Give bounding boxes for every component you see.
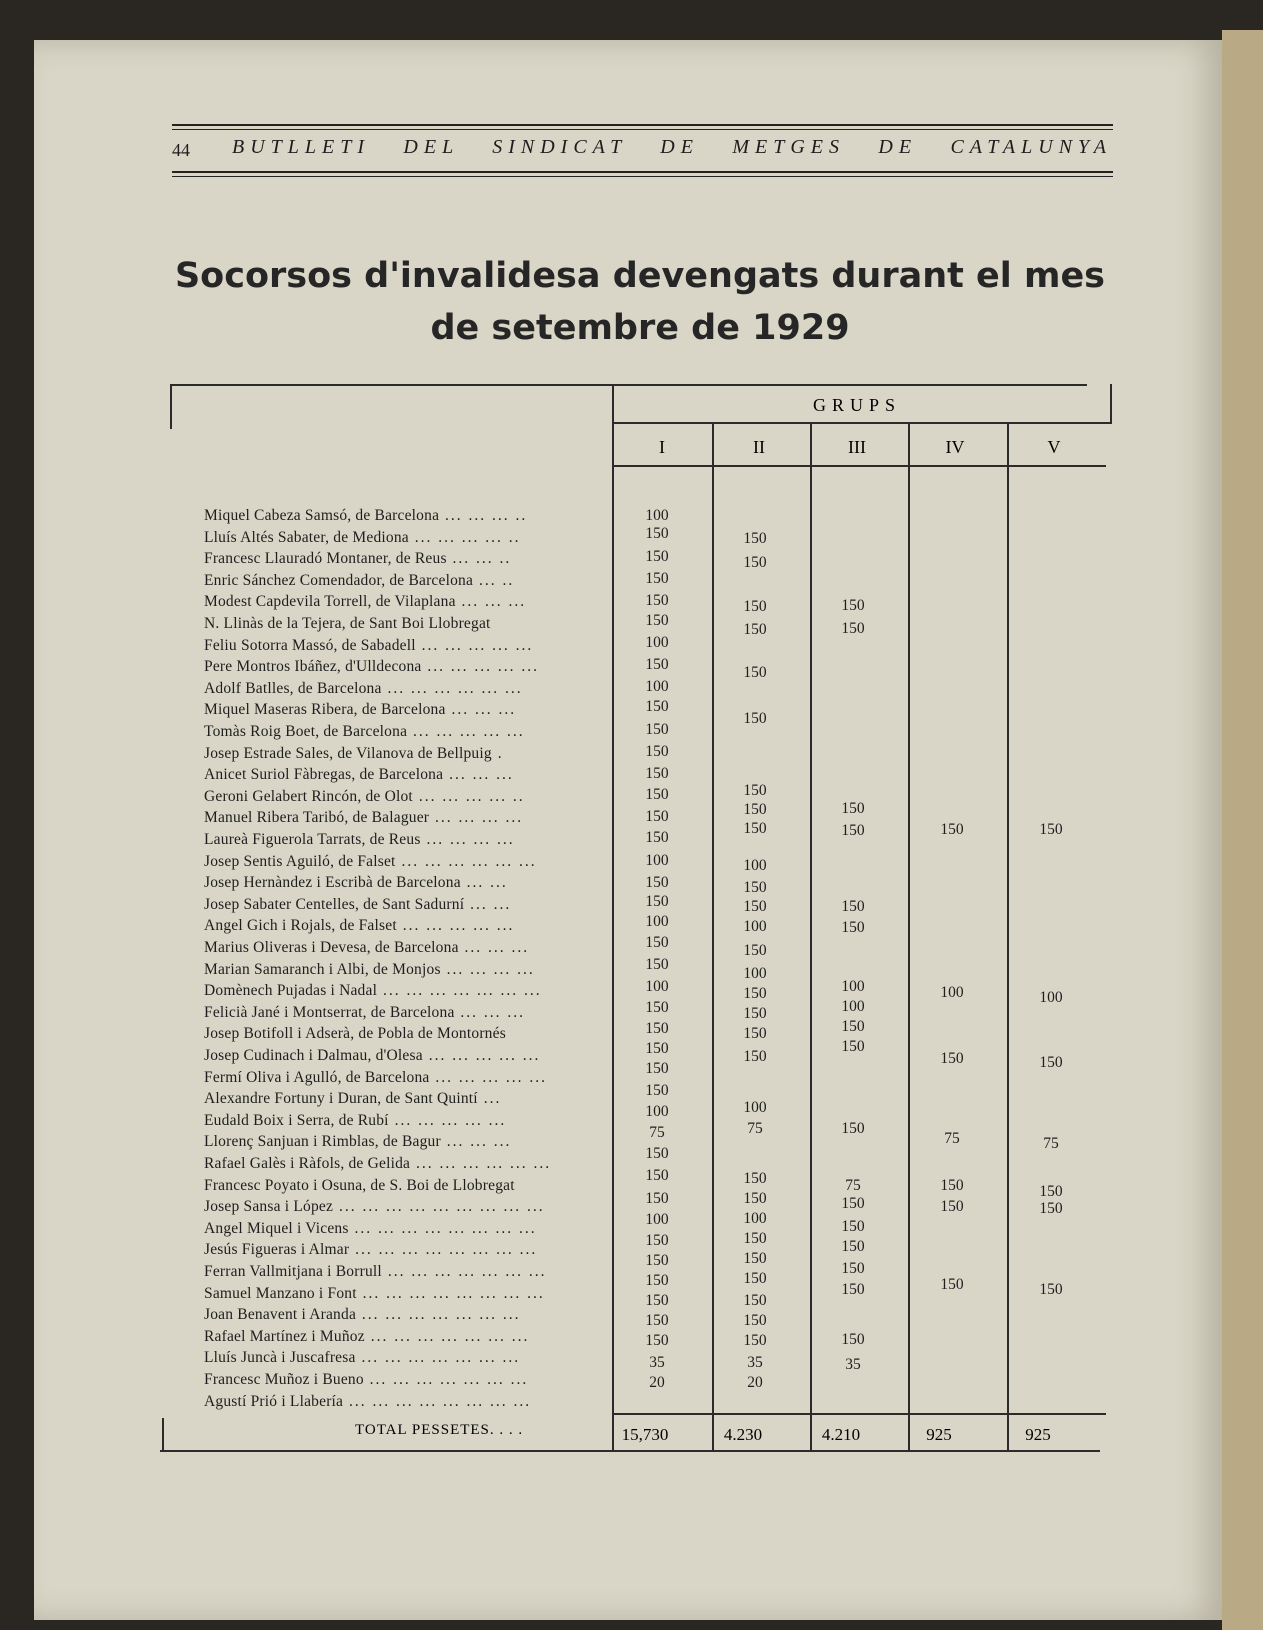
leader-dots: ... ... ... ... ... bbox=[396, 917, 515, 935]
amount-col2: 150 bbox=[743, 1292, 767, 1309]
amount-col2: 150 bbox=[743, 1005, 767, 1022]
table-row bbox=[204, 1133, 606, 1151]
journal-title: BUTLLETI DEL SINDICAT DE METGES DE CATALUNYA bbox=[232, 136, 1112, 158]
table-row bbox=[204, 766, 606, 784]
leader-dots: ... ... ... ... bbox=[429, 809, 524, 827]
table-row bbox=[204, 1112, 606, 1130]
amount-col2: 100 bbox=[743, 918, 767, 935]
table-row bbox=[204, 1371, 606, 1389]
table-row bbox=[204, 1198, 606, 1216]
physician-name: Tomàs Roig Boet, de Barcelona bbox=[204, 723, 408, 740]
amount-col3: 150 bbox=[841, 919, 865, 936]
amount-col3: 150 bbox=[841, 1331, 865, 1348]
amount-col1: 150 bbox=[645, 829, 669, 846]
amount-col1: 75 bbox=[649, 1124, 665, 1141]
physician-name: Francesc Poyato i Osuna, de S. Boi de Llobregat bbox=[204, 1176, 515, 1194]
table-row bbox=[204, 615, 606, 633]
amount-col1: 150 bbox=[645, 1040, 669, 1057]
amount-col1: 150 bbox=[645, 808, 669, 825]
physician-name: Domènech Pujadas i Nadal bbox=[204, 982, 378, 1000]
table-row bbox=[204, 507, 606, 525]
physician-name: Eudald Boix i Serra, de Rubí bbox=[204, 1111, 389, 1129]
table-row bbox=[204, 593, 606, 611]
leader-dots: ... ... ... ... ... bbox=[407, 723, 525, 740]
physician-name: Josep Sentis Aguiló, de Falset bbox=[204, 852, 396, 870]
physician-name: Josep Sabater Centelles, de Sant Sadurní bbox=[204, 895, 465, 913]
table-rule-3 bbox=[160, 1450, 1100, 1452]
total-column-1: 15,730 bbox=[621, 1425, 669, 1444]
table-row bbox=[204, 1155, 606, 1173]
leader-dots: ... ... ... ... ... bbox=[422, 1047, 541, 1064]
amount-col1: 150 bbox=[645, 698, 669, 715]
amount-col2: 150 bbox=[743, 1230, 767, 1247]
amount-col2: 150 bbox=[743, 942, 767, 959]
physician-name: Jesús Figueras i Almar bbox=[204, 1241, 350, 1259]
amount-col3: 75 bbox=[845, 1177, 861, 1194]
amount-col4: 150 bbox=[940, 1177, 964, 1194]
amount-col4: 150 bbox=[940, 1050, 964, 1067]
amount-col1: 150 bbox=[645, 592, 669, 609]
title-line-1: Socorsos d'invalidesa devengats durant el mes bbox=[174, 256, 1106, 296]
amount-col1: 150 bbox=[645, 1332, 669, 1349]
table-row bbox=[204, 550, 606, 568]
physician-name: Enric Sánchez Comendador, de Barcelona bbox=[204, 571, 474, 589]
amount-col2: 150 bbox=[743, 820, 767, 837]
leader-dots: ... ... ... ... ... ... ... ... bbox=[356, 1284, 545, 1302]
leader-dots: . bbox=[491, 744, 504, 762]
amount-col5: 150 bbox=[1039, 1054, 1063, 1071]
amount-col2: 150 bbox=[743, 1025, 767, 1042]
amount-col2: 150 bbox=[743, 1170, 767, 1187]
table-rule-0 bbox=[170, 384, 1087, 386]
table-row bbox=[204, 680, 606, 698]
amount-col1: 100 bbox=[645, 678, 669, 695]
physician-name: Llorenç Sanjuan i Rimblas, de Bagur bbox=[204, 1133, 441, 1151]
amount-col4: 150 bbox=[940, 1198, 964, 1215]
physician-name: Miquel Cabeza Samsó, de Barcelona bbox=[204, 507, 440, 524]
table-row bbox=[204, 961, 606, 979]
table-row bbox=[204, 1393, 606, 1411]
amount-col2: 150 bbox=[743, 879, 767, 896]
amount-col5: 150 bbox=[1039, 1200, 1063, 1217]
table-row bbox=[204, 874, 606, 892]
table-rule-4 bbox=[162, 1418, 164, 1452]
amount-col1: 150 bbox=[645, 874, 669, 891]
total-label: TOTAL PESSETES. . . . bbox=[355, 1422, 524, 1438]
amount-col5: 100 bbox=[1039, 989, 1063, 1006]
leader-dots: ... ... ... ... ... bbox=[388, 1111, 507, 1129]
table-row bbox=[204, 723, 606, 741]
leader-dots: ... ... ... ... ... bbox=[421, 658, 540, 676]
leader-dots: ... ... ... ... ... ... ... ... ... bbox=[333, 1198, 545, 1216]
table-row bbox=[204, 1090, 606, 1108]
leader-dots: ... ... bbox=[464, 895, 512, 913]
amount-col2: 150 bbox=[743, 801, 767, 818]
physician-name: Miquel Maseras Ribera, de Barcelona bbox=[204, 701, 446, 719]
amount-col2: 150 bbox=[743, 554, 767, 571]
physician-name: N. Llinàs de la Tejera, de Sant Boi Llobregat bbox=[204, 615, 491, 632]
physician-name: Marius Oliveras i Devesa, de Barcelona bbox=[204, 939, 459, 956]
amount-col1: 150 bbox=[645, 1190, 669, 1207]
amount-col1: 100 bbox=[645, 1211, 669, 1228]
amount-col2: 150 bbox=[743, 710, 767, 727]
column-header-3: III bbox=[848, 437, 866, 457]
leader-dots: ... ... ... ... ... ... ... bbox=[363, 1371, 529, 1388]
amount-col1: 150 bbox=[645, 721, 669, 738]
amount-col2: 150 bbox=[743, 1250, 767, 1267]
leader-dots: ... ... ... bbox=[454, 1003, 526, 1021]
physician-name: Francesc Muñoz i Bueno bbox=[204, 1371, 364, 1388]
table-row bbox=[204, 1025, 606, 1043]
table-row bbox=[204, 529, 606, 547]
total-column-2: 4.230 bbox=[723, 1425, 763, 1444]
amount-col1: 150 bbox=[645, 1167, 669, 1184]
leader-dots: ... ... ... bbox=[445, 701, 517, 719]
amount-col2: 100 bbox=[743, 965, 767, 982]
leader-dots: ... ... ... ... ... ... ... bbox=[356, 1306, 521, 1324]
amount-col2: 150 bbox=[743, 1048, 767, 1065]
amount-col4: 150 bbox=[940, 1276, 964, 1293]
amount-col1: 150 bbox=[645, 1272, 669, 1289]
total-column-3: 4.210 bbox=[821, 1425, 861, 1444]
physician-name: Manuel Ribera Taribó, de Balaguer bbox=[204, 809, 430, 827]
table-rule-6 bbox=[612, 422, 1110, 424]
amount-col4: 150 bbox=[940, 821, 964, 838]
table-row bbox=[204, 658, 606, 676]
table-row bbox=[204, 788, 606, 806]
amount-col1: 100 bbox=[645, 1103, 669, 1120]
leader-dots: ... ... ... ... ... ... ... ... bbox=[348, 1219, 537, 1237]
leader-dots: ... ... ... ... ... ... bbox=[381, 679, 523, 697]
table-rule-9 bbox=[908, 424, 910, 1452]
table-row bbox=[204, 982, 606, 1000]
amount-col1: 150 bbox=[645, 893, 669, 910]
amount-col1: 150 bbox=[645, 1060, 669, 1077]
leader-dots: ... ... ... bbox=[440, 1133, 512, 1151]
physician-name: Alexandre Fortuny i Duran, de Sant Quintí bbox=[204, 1090, 478, 1108]
amount-col3: 150 bbox=[841, 597, 865, 614]
physician-name: Josep Botifoll i Adserà, de Pobla de Montornés bbox=[204, 1025, 506, 1043]
leader-dots: ... ... ... ... ... ... bbox=[395, 852, 537, 870]
table-row bbox=[204, 809, 606, 827]
amount-col3: 150 bbox=[841, 1260, 865, 1277]
leader-dots: ... bbox=[477, 1090, 502, 1108]
leader-dots: ... ... ... ... ... ... ... bbox=[355, 1349, 521, 1367]
physician-name: Pere Montros Ibáñez, d'Ulldecona bbox=[204, 658, 422, 676]
column-header-5: V bbox=[1047, 437, 1061, 457]
amount-col2: 150 bbox=[743, 1312, 767, 1329]
table-rule-7 bbox=[712, 424, 714, 1452]
amount-col3: 150 bbox=[841, 1120, 865, 1137]
amount-col2: 100 bbox=[743, 1099, 767, 1116]
leader-dots: ... ... ... bbox=[455, 593, 527, 611]
table-row bbox=[204, 1241, 606, 1259]
amount-col1: 150 bbox=[645, 1020, 669, 1037]
table-row bbox=[204, 1349, 606, 1367]
amount-col5: 75 bbox=[1043, 1135, 1059, 1152]
amount-col3: 150 bbox=[841, 822, 865, 839]
physician-name: Agustí Prió i Llabería bbox=[204, 1392, 344, 1410]
amount-col1: 35 bbox=[649, 1354, 665, 1371]
amount-col5: 150 bbox=[1039, 1183, 1063, 1200]
amount-col2: 150 bbox=[743, 1270, 767, 1287]
physician-name: Francesc Llauradó Montaner, de Reus bbox=[204, 550, 447, 568]
amount-col1: 150 bbox=[645, 548, 669, 565]
leader-dots: ... ... ... ... ... ... ... bbox=[364, 1327, 530, 1345]
leader-dots: ... ... ... ... ... bbox=[415, 636, 534, 654]
physician-name: Fermí Oliva i Agulló, de Barcelona bbox=[204, 1068, 430, 1086]
table-row bbox=[204, 1306, 606, 1324]
physician-name: Josep Sansa i López bbox=[204, 1198, 334, 1216]
amount-col1: 100 bbox=[645, 913, 669, 930]
leader-dots: ... ... ... ... ... bbox=[429, 1068, 547, 1086]
physician-name: Lluís Altés Sabater, de Mediona bbox=[204, 528, 409, 546]
amount-col1: 150 bbox=[645, 956, 669, 973]
leader-dots: ... ... ... ... .. bbox=[408, 528, 521, 546]
amount-col3: 150 bbox=[841, 1195, 865, 1212]
amount-col2: 35 bbox=[747, 1354, 763, 1371]
table-row bbox=[204, 1047, 606, 1065]
table-row bbox=[204, 745, 606, 763]
physician-name: Lluís Juncà i Juscafresa bbox=[204, 1349, 356, 1367]
physician-name: Modest Capdevila Torrell, de Vilaplana bbox=[204, 593, 456, 611]
column-header-4: IV bbox=[945, 437, 965, 457]
amount-col3: 150 bbox=[841, 1218, 865, 1235]
amount-col4: 75 bbox=[944, 1130, 960, 1147]
amount-col3: 100 bbox=[841, 998, 865, 1015]
leader-dots: ... ... ... ... ... ... ... ... bbox=[343, 1392, 532, 1410]
physician-name: Rafael Galès i Ràfols, de Gelida bbox=[204, 1155, 411, 1172]
amount-col3: 35 bbox=[845, 1356, 861, 1373]
physician-name: Anicet Suriol Fàbregas, de Barcelona bbox=[204, 766, 444, 784]
amount-col1: 150 bbox=[645, 1145, 669, 1162]
amount-col3: 150 bbox=[841, 1038, 865, 1055]
amount-col1: 150 bbox=[645, 1252, 669, 1269]
leader-dots: ... ... ... ... ... ... ... ... bbox=[349, 1241, 538, 1259]
table-row bbox=[204, 896, 606, 914]
amount-col2: 150 bbox=[743, 530, 767, 547]
physician-name: Marian Samaranch i Albi, de Monjos bbox=[204, 960, 441, 978]
groups-header: GRUPS bbox=[812, 395, 902, 415]
leader-dots: ... ... ... ... bbox=[420, 831, 515, 848]
amount-col1: 150 bbox=[645, 525, 669, 542]
amount-col2: 100 bbox=[743, 1210, 767, 1227]
leader-dots: ... ... ... ... ... ... bbox=[410, 1155, 552, 1172]
amount-col2: 150 bbox=[743, 598, 767, 615]
amount-col1: 100 bbox=[645, 852, 669, 869]
leader-dots: ... ... ... ... ... ... ... bbox=[381, 1263, 547, 1280]
physician-name: Geroni Gelabert Rincón, de Olot bbox=[204, 787, 413, 805]
amount-col2: 100 bbox=[743, 857, 767, 874]
amount-col1: 100 bbox=[645, 634, 669, 651]
amount-col2: 150 bbox=[743, 621, 767, 638]
table-rule-2 bbox=[1110, 384, 1112, 424]
table-rule-5 bbox=[612, 384, 614, 1452]
amount-col1: 150 bbox=[645, 765, 669, 782]
physician-name: Joan Benavent i Aranda bbox=[204, 1306, 357, 1324]
physician-name: Angel Gich i Rojals, de Falset bbox=[204, 917, 397, 935]
table-row bbox=[204, 637, 606, 655]
table-row bbox=[204, 853, 606, 871]
physician-name: Josep Estrade Sales, de Vilanova de Bellpuig bbox=[204, 744, 492, 762]
table-row bbox=[204, 1177, 606, 1195]
amount-col1: 100 bbox=[645, 978, 669, 995]
leader-dots: ... .. bbox=[473, 571, 515, 589]
column-header-2: II bbox=[753, 437, 765, 457]
table-row bbox=[204, 939, 606, 957]
physician-name: Rafael Martínez i Muñoz bbox=[204, 1327, 365, 1345]
page-number: 44 bbox=[172, 140, 190, 160]
physician-name: Laureà Figuerola Tarrats, de Reus bbox=[204, 831, 421, 848]
title-line-2: de setembre de 1929 bbox=[430, 308, 850, 348]
amount-col1: 150 bbox=[645, 1082, 669, 1099]
amount-col1: 150 bbox=[645, 1232, 669, 1249]
amount-col1: 150 bbox=[645, 1292, 669, 1309]
physician-name: Josep Hernàndez i Escribà de Barcelona bbox=[204, 874, 461, 892]
physician-name: Feliu Sotorra Massó, de Sabadell bbox=[204, 636, 416, 654]
leader-dots: ... ... ... ... bbox=[440, 960, 535, 978]
amount-col1: 150 bbox=[645, 786, 669, 803]
amount-col3: 100 bbox=[841, 978, 865, 995]
total-column-4: 925 bbox=[926, 1425, 952, 1444]
leader-dots: ... ... ... ... ... ... ... bbox=[377, 982, 542, 1000]
amount-col3: 150 bbox=[841, 1018, 865, 1035]
table-row bbox=[204, 1069, 606, 1087]
amount-col2: 20 bbox=[747, 1374, 763, 1391]
amount-col3: 150 bbox=[841, 800, 865, 817]
leader-dots: ... ... .. bbox=[446, 550, 512, 568]
amount-col3: 150 bbox=[841, 898, 865, 915]
amount-col2: 150 bbox=[743, 1190, 767, 1207]
amount-col1: 150 bbox=[645, 743, 669, 760]
table-row bbox=[204, 1285, 606, 1303]
amount-col3: 150 bbox=[841, 1281, 865, 1298]
leader-dots: ... ... ... .. bbox=[439, 507, 528, 524]
physician-name: Ferran Vallmitjana i Borrull bbox=[204, 1263, 382, 1280]
table-row bbox=[204, 1328, 606, 1346]
table-rule-12 bbox=[612, 1413, 1106, 1415]
amount-col2: 150 bbox=[743, 664, 767, 681]
amount-col5: 150 bbox=[1039, 821, 1063, 838]
table-row bbox=[204, 831, 606, 849]
leader-dots: ... ... ... bbox=[443, 766, 514, 784]
amount-col1: 150 bbox=[645, 934, 669, 951]
amount-col2: 150 bbox=[743, 985, 767, 1002]
physician-name: Samuel Manzano i Font bbox=[204, 1284, 357, 1302]
table-row bbox=[204, 1004, 606, 1022]
physician-name: Adolf Batlles, de Barcelona bbox=[204, 679, 382, 697]
amount-col1: 150 bbox=[645, 999, 669, 1016]
table-row bbox=[204, 701, 606, 719]
table-row bbox=[204, 1220, 606, 1238]
table-rule-10 bbox=[1007, 424, 1009, 1452]
table-row bbox=[204, 572, 606, 590]
physician-name: Felicià Jané i Montserrat, de Barcelona bbox=[204, 1003, 455, 1021]
table-row bbox=[204, 917, 606, 935]
amount-col1: 150 bbox=[645, 570, 669, 587]
physician-name: Angel Miquel i Vicens bbox=[204, 1219, 349, 1237]
amount-col5: 150 bbox=[1039, 1281, 1063, 1298]
table-rule-1 bbox=[170, 384, 172, 429]
table-rule-8 bbox=[810, 424, 812, 1452]
amount-col3: 150 bbox=[841, 620, 865, 637]
amount-col1: 20 bbox=[649, 1374, 665, 1391]
amount-col2: 150 bbox=[743, 898, 767, 915]
amount-col2: 75 bbox=[747, 1120, 763, 1137]
table-rule-11 bbox=[612, 465, 1106, 467]
amount-col4: 100 bbox=[940, 984, 964, 1001]
leader-dots: ... ... bbox=[460, 874, 508, 892]
amount-col3: 150 bbox=[841, 1238, 865, 1255]
leader-dots: ... ... ... bbox=[458, 939, 530, 956]
column-header-1: I bbox=[659, 437, 665, 457]
amount-col1: 150 bbox=[645, 656, 669, 673]
amount-col2: 150 bbox=[743, 1332, 767, 1349]
table-row bbox=[204, 1263, 606, 1281]
leader-dots: ... ... ... ... .. bbox=[412, 787, 525, 805]
total-column-5: 925 bbox=[1025, 1425, 1051, 1444]
amount-col1: 150 bbox=[645, 612, 669, 629]
amount-col2: 150 bbox=[743, 782, 767, 799]
amount-col1: 100 bbox=[645, 507, 669, 524]
physician-name: Josep Cudinach i Dalmau, d'Olesa bbox=[204, 1047, 423, 1064]
amount-col1: 150 bbox=[645, 1312, 669, 1329]
